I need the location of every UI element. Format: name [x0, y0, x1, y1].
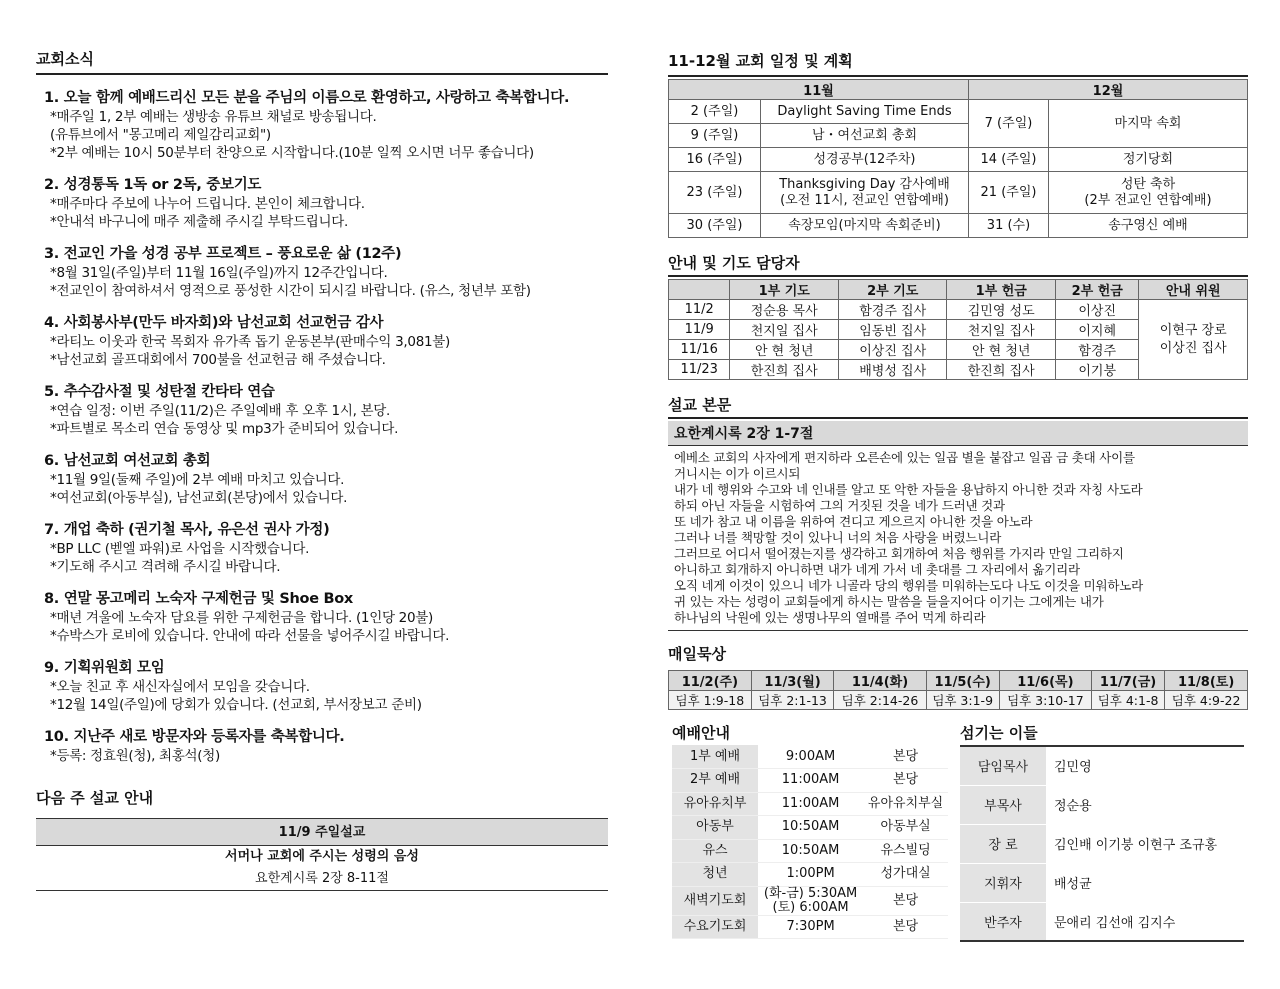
news-item: [36, 452, 608, 507]
daily-passage: 딤후 4:9-22: [1165, 691, 1248, 710]
worship-time: 9:00AM: [758, 745, 863, 769]
servant-role: 장 로: [960, 824, 1046, 863]
servant-role: 부목사: [960, 785, 1046, 824]
news-item: [36, 728, 608, 765]
worship-name: 유스: [672, 839, 758, 863]
daily-passage: 딤후 3:10-17: [999, 691, 1091, 710]
news-item: [36, 314, 608, 369]
servant-row: [960, 746, 1244, 785]
duty-header: 안내 위원: [1139, 280, 1248, 300]
servant-names: 김인배 이기붕 이현구 조규홍: [1046, 824, 1244, 863]
worship-name: 2부 예배: [672, 769, 758, 793]
nov-date: 9 (주일): [669, 124, 761, 148]
left-column: [36, 48, 608, 891]
servant-role: 지휘자: [960, 863, 1046, 902]
news-item-line: *매주일 1, 2부 예배는 생방송 유튜브 채널로 방송됩니다.: [50, 109, 377, 125]
next-sermon-date: 11/9 주일설교: [36, 818, 608, 846]
nov-date: 16 (주일): [669, 148, 761, 172]
daily-passage: 딤후 3:1-9: [926, 691, 999, 710]
news-item-line: *안내석 바구니에 매주 제출해 주시길 부탁드립니다.: [50, 214, 348, 230]
sermon-line: 또 네가 참고 내 이름을 위하여 견디고 게으르지 아니한 것을 아노라: [674, 514, 1033, 529]
schedule-title: 11-12월 교회 일정 및 계획: [668, 50, 1248, 77]
duty-header: 1부 헌금: [947, 280, 1056, 300]
duty-cell: 한진희 집사: [730, 360, 839, 380]
news-item-heading: 3. 전교인 가을 성경 공부 프로젝트 – 풍요로운 삶 (12주): [44, 246, 402, 262]
sermon-line: 그러나 너를 책망할 것이 있나니 너의 처음 사랑을 버렸느니라: [674, 530, 1002, 545]
worship-name: 1부 예배: [672, 745, 758, 769]
servant-row: [960, 785, 1244, 824]
duty-cell: 안 현 청년: [947, 340, 1056, 360]
worship-name: 유아유치부: [672, 792, 758, 816]
daily-day: 11/7(금): [1091, 671, 1164, 691]
news-item-line: *등록: 정효원(청), 최홍석(청): [50, 748, 220, 764]
worship-time: 10:50AM: [758, 816, 863, 840]
schedule-nov-header: 11월: [669, 80, 969, 100]
daily-day: 11/4(화): [834, 671, 926, 691]
worship-name: 아동부: [672, 816, 758, 840]
duty-cell: 이지혜: [1055, 320, 1138, 340]
duty-cell: 임동빈 집사: [838, 320, 947, 340]
daily-passage: 딤후 2:1-13: [751, 691, 834, 710]
worship-row: [672, 915, 948, 939]
news-item: [36, 659, 608, 714]
worship-row: [672, 769, 948, 793]
worship-place: 성가대실: [863, 863, 948, 887]
news-item: [36, 521, 608, 576]
worship-row: [672, 792, 948, 816]
nov-event: Daylight Saving Time Ends: [761, 100, 969, 124]
servant-names: 김민영: [1046, 746, 1244, 785]
servants-section: [960, 722, 1244, 942]
duty-cell: 김민영 성도: [947, 300, 1056, 320]
dec-event: 마지막 속회: [1049, 100, 1248, 148]
sermon-line: 하나님의 낙원에 있는 생명나무의 열매를 주어 먹게 하리라: [674, 610, 986, 625]
servant-row: [960, 902, 1244, 941]
sermon-line: 귀 있는 자는 성령이 교회들에게 하시는 말씀을 들을지어다 이기는 그에게는 내가: [674, 594, 1104, 609]
duty-header: 2부 헌금: [1055, 280, 1138, 300]
daily-table: [668, 670, 1248, 710]
news-item-line: *8월 31일(주일)부터 11월 16일(주일)까지 12주간입니다.: [50, 265, 388, 281]
news-item-heading: 4. 사회봉사부(만두 바자회)와 남선교회 선교헌금 감사: [44, 315, 384, 331]
nov-event: 성경공부(12주차): [761, 148, 969, 172]
schedule-dec-header: 12월: [969, 80, 1248, 100]
sermon-line: 그러므로 어디서 떨어졌는지를 생각하고 회개하여 처음 행위를 가지라 만일 그리하지: [674, 546, 1124, 561]
duty-cell: 함경주 집사: [838, 300, 947, 320]
news-item-line: *슈박스가 로비에 있습니다. 안내에 따라 선물을 넣어주시길 바랍니다.: [50, 628, 450, 644]
worship-place: 아동부실: [863, 816, 948, 840]
servant-row: [960, 863, 1244, 902]
news-item-line: *BP LLC (벧엘 파워)로 사업을 시작했습니다.: [50, 541, 310, 557]
news-item-line: *라티노 이웃과 한국 목회자 유가족 돕기 운동본부(판매수익 3,081불): [50, 334, 450, 350]
news-item-line: *파트별로 목소리 연습 동영상 및 mp3가 준비되어 있습니다.: [50, 421, 399, 437]
schedule-table: [668, 79, 1248, 238]
news-item-line: *남선교회 골프대회에서 700불을 선교헌금 해 주셨습니다.: [50, 352, 386, 368]
duty-cell: 정순용 목사: [730, 300, 839, 320]
duty-title: 안내 및 기도 담당자: [668, 252, 1248, 277]
duty-cell: 안 현 청년: [730, 340, 839, 360]
worship-name: 새벽기도회: [672, 886, 758, 915]
sermon-line: 오직 네게 이것이 있으니 네가 니골라 당의 행위를 미워하는도다 나도 이것을 미워하노라: [674, 578, 1144, 593]
sermon-reference: 요한계시록 2장 1-7절: [668, 421, 1248, 446]
dec-date: 7 (주일): [969, 100, 1049, 148]
news-item-heading: 6. 남선교회 여선교회 총회: [44, 453, 211, 469]
duty-cell: 11/2: [669, 300, 730, 320]
bottom-section: [668, 722, 1248, 952]
dec-date: 21 (주일): [969, 172, 1049, 214]
news-item: [36, 89, 608, 162]
duty-cell: 이기붕: [1055, 360, 1138, 380]
duty-cell: 천지일 집사: [947, 320, 1056, 340]
sermon-line: 아니하고 회개하지 아니하면 내가 네게 가서 네 촛대를 그 자리에서 옮기리라: [674, 562, 1080, 577]
duty-cell: 11/23: [669, 360, 730, 380]
worship-title: 예배안내: [672, 724, 730, 742]
news-item-line: (유튜브에서 "몽고메리 제일감리교회"): [50, 127, 271, 143]
worship-time: 11:00AM: [758, 792, 863, 816]
servants-table: [960, 745, 1244, 942]
sermon-title: 설교 본문: [668, 394, 1248, 419]
dec-event: 정기당회: [1049, 148, 1248, 172]
dec-event: 송구영신 예배: [1049, 214, 1248, 238]
duty-cell: 이상진 집사: [838, 340, 947, 360]
duty-header: 1부 기도: [730, 280, 839, 300]
news-item-line: *매년 겨울에 노숙자 담요를 위한 구제헌금을 합니다. (1인당 20불): [50, 610, 433, 626]
worship-time: (화-금) 5:30AM (토) 6:00AM: [758, 886, 863, 915]
sermon-line: 거니시는 이가 이르시되: [674, 466, 801, 481]
sermon-text: [668, 446, 1248, 631]
daily-day: 11/5(수): [926, 671, 999, 691]
servant-names: 문애리 김선애 김지수: [1046, 902, 1244, 941]
worship-row: [672, 886, 948, 915]
news-item-line: *매주마다 주보에 나누어 드립니다. 본인이 체크합니다.: [50, 196, 365, 212]
duty-cell: 이상진: [1055, 300, 1138, 320]
dec-event: 성탄 축하 (2부 전교인 연합예배): [1049, 172, 1248, 214]
news-item-line: *기도해 주시고 격려해 주시길 바랍니다.: [50, 559, 281, 575]
daily-passage: 딤후 2:14-26: [834, 691, 926, 710]
servant-role: 담임목사: [960, 746, 1046, 785]
worship-time: 1:00PM: [758, 863, 863, 887]
worship-place: 본당: [863, 886, 948, 915]
duty-header: [669, 280, 730, 300]
news-item-line: *연습 일정: 이번 주일(11/2)은 주일예배 후 오후 1시, 본당.: [50, 403, 391, 419]
duty-cell: 배병성 집사: [838, 360, 947, 380]
servant-names: 정순용: [1046, 785, 1244, 824]
worship-table: [672, 745, 948, 939]
sermon-line: 내가 네 행위와 수고와 네 인내를 알고 또 악한 자들을 용납하지 아니한 것과 자칭 사도라: [674, 482, 1143, 497]
next-sermon-box: [36, 818, 608, 891]
duty-cell: 함경주: [1055, 340, 1138, 360]
daily-passage: 딤후 1:9-18: [669, 691, 752, 710]
daily-passage: 딤후 4:1-8: [1091, 691, 1164, 710]
next-sermon-passage: 요한계시록 2장 8-11절: [255, 871, 389, 886]
news-item-heading: 2. 성경통독 1독 or 2독, 중보기도: [44, 177, 262, 193]
news-item-line: *11월 9일(둘째 주일)에 2부 예배 마치고 있습니다.: [50, 472, 345, 488]
nov-event: Thanksgiving Day 감사예배 (오전 11시, 전교인 연합예배): [761, 172, 969, 214]
duty-cell: 한진희 집사: [947, 360, 1056, 380]
worship-row: [672, 839, 948, 863]
news-item-line: *여선교회(아동부실), 남선교회(본당)에서 있습니다.: [50, 490, 348, 506]
daily-day: 11/8(토): [1165, 671, 1248, 691]
daily-day: 11/6(목): [999, 671, 1091, 691]
dec-date: 31 (수): [969, 214, 1049, 238]
news-item-heading: 5. 추수감사절 및 성탄절 칸타타 연습: [44, 384, 275, 400]
duty-cell: 11/9: [669, 320, 730, 340]
worship-row: [672, 863, 948, 887]
nov-date: 30 (주일): [669, 214, 761, 238]
worship-time: 11:00AM: [758, 769, 863, 793]
next-sermon-title: 다음 주 설교 안내: [36, 789, 154, 807]
news-item-line: *오늘 친교 후 새신자실에서 모임을 갖습니다.: [50, 679, 310, 695]
daily-day: 11/2(주): [669, 671, 752, 691]
worship-place: 본당: [863, 915, 948, 939]
daily-day: 11/3(월): [751, 671, 834, 691]
news-item-line: *전교인이 참여하셔서 영적으로 풍성한 시간이 되시길 바랍니다. (유스, 청년부 포함): [50, 283, 531, 299]
daily-title: 매일묵상: [668, 645, 726, 663]
news-item-heading: 10. 지난주 새로 방문자와 등록자를 축복합니다.: [44, 729, 345, 745]
worship-name: 수요기도회: [672, 915, 758, 939]
news-item: [36, 176, 608, 231]
worship-place: 본당: [863, 745, 948, 769]
servants-title: 섬기는 이들: [960, 724, 1038, 742]
sermon-line: 하되 아닌 자들을 시험하여 그의 거짓된 것을 네가 드러낸 것과: [674, 498, 1005, 513]
news-item-heading: 8. 연말 몽고메리 노숙자 구제헌금 및 Shoe Box: [44, 591, 353, 607]
next-sermon-name: 서머나 교회에 주시는 성령의 음성: [225, 849, 419, 864]
servant-row: [960, 824, 1244, 863]
nov-event: 남・여선교회 총회: [761, 124, 969, 148]
sermon-line: 에베소 교회의 사자에게 편지하라 오른손에 있는 일곱 별을 붙잡고 일곱 금 촛대 사이를: [674, 450, 1135, 465]
worship-place: 유스빌딩: [863, 839, 948, 863]
news-item-heading: 9. 기획위원회 모임: [44, 660, 165, 676]
news-item: [36, 245, 608, 300]
worship-row: [672, 816, 948, 840]
worship-section: [672, 722, 948, 939]
duty-header: 2부 기도: [838, 280, 947, 300]
duty-table: [668, 279, 1248, 380]
servant-role: 반주자: [960, 902, 1046, 941]
news-item-heading: 1. 오늘 함께 예배드리신 모든 분을 주님의 이름으로 환영하고, 사랑하고 축복합니다.: [44, 90, 570, 106]
duty-cell: 11/16: [669, 340, 730, 360]
duty-row: [669, 300, 1248, 320]
nov-date: 2 (주일): [669, 100, 761, 124]
worship-place: 본당: [863, 769, 948, 793]
worship-time: 7:30PM: [758, 915, 863, 939]
nov-event: 속장모임(마지막 속회준비): [761, 214, 969, 238]
right-column: [668, 48, 1248, 952]
news-list: [36, 89, 608, 765]
news-title: 교회소식: [36, 48, 608, 75]
duty-ushers: 이현구 장로 이상진 집사: [1139, 300, 1248, 380]
worship-name: 청년: [672, 863, 758, 887]
news-item-heading: 7. 개업 축하 (권기철 목사, 유은선 권사 가정): [44, 522, 330, 538]
news-item-line: *12월 14일(주일)에 당회가 있습니다. (선교회, 부서장보고 준비): [50, 697, 422, 713]
news-item: [36, 383, 608, 438]
worship-row: [672, 745, 948, 769]
nov-date: 23 (주일): [669, 172, 761, 214]
news-item-line: *2부 예배는 10시 50분부터 찬양으로 시작합니다.(10분 일찍 오시면 너무 좋습니다): [50, 145, 534, 161]
worship-place: 유아유치부실: [863, 792, 948, 816]
servant-names: 배성균: [1046, 863, 1244, 902]
dec-date: 14 (주일): [969, 148, 1049, 172]
worship-time: 10:50AM: [758, 839, 863, 863]
news-item: [36, 590, 608, 645]
duty-cell: 천지일 집사: [730, 320, 839, 340]
